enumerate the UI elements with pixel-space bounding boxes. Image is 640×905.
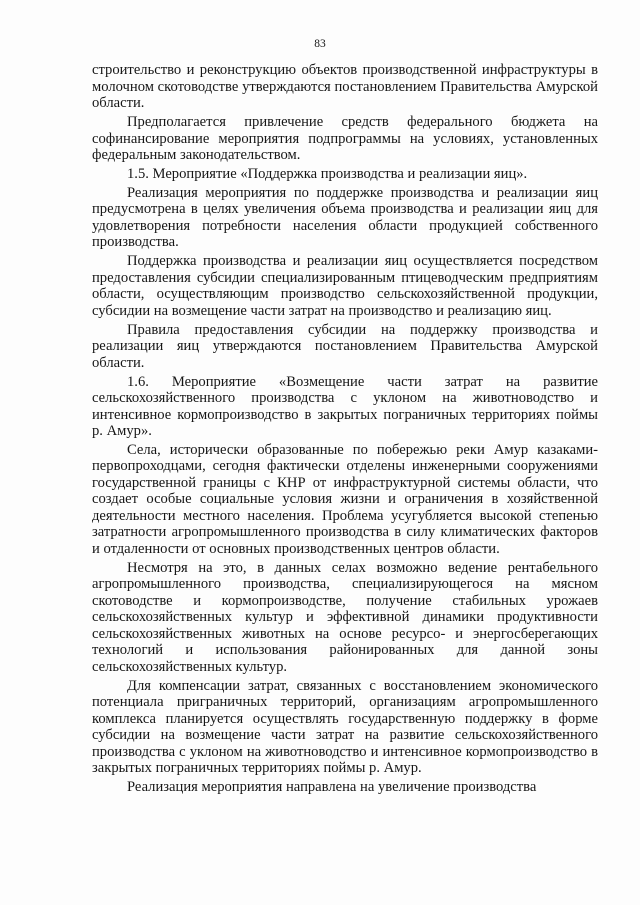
paragraph-border-villages: Села, исторически образованные по побережью реки Амур казаками-первопроходцами, сегодня фактически отделены инженерными сооружениями государственной границы с КНР от инфраструктурной системы области, что создает особые социальные условия жизни и ограничения в хозяйственной деятельности местного населения. Проблема усугубляется высокой степенью затратности агропромышленного производства в силу климатических факторов и отдаленности от основных производственных центров области. (92, 441, 598, 557)
paragraph-federal-funding: Предполагается привлечение средств федерального бюджета на софинансирование мероприятия подпрограммы на условиях, установленных федеральным законодательством. (92, 114, 598, 163)
paragraph-agro-potential: Несмотря на это, в данных селах возможно ведение рентабельного агропромышленного производства, специализирующегося на мясном скотоводстве и кормопроизводстве, получение стабильных урожаев сельскохозяйственных культур и эффективной динамики продуктивности сельскохозяйственных животных на основе ресурсо- и энергосберегающих технологий и использования районированных для данной зоны сельскохозяйственных культур. (92, 559, 598, 675)
section-heading-1-5: 1.5. Мероприятие «Поддержка производства и реализации яиц». (127, 166, 528, 182)
page-number: 83 (314, 38, 326, 50)
paragraph-implementation: Реализация мероприятия направлена на увеличение производства (127, 779, 537, 795)
paragraph-continuation: строительство и реконструкцию объектов производственной инфраструктуры в молочном скотоводстве утверждаются постановлением Правительства Амурской области. (92, 62, 598, 111)
paragraph-egg-measure-goal: Реализация мероприятия по поддержке производства и реализации яиц предусмотрена в целях увеличения объема производства и реализации яиц для удовлетворения потребности населения области продукцией собственного производства. (92, 184, 598, 250)
paragraph-egg-subsidy-rules: Правила предоставления субсидии на поддержку производства и реализации яиц утверждаются постановлением Правительства Амурской области. (92, 321, 598, 371)
body-text (92, 62, 598, 798)
section-heading-1-6: 1.6. Мероприятие «Возмещение части затрат на развитие сельскохозяйственного производства с уклоном на животноводство и интенсивное кормопроизводство в закрытых пограничных территориях поймы р. Амур». (92, 373, 598, 439)
paragraph-compensation: Для компенсации затрат, связанных с восстановлением экономического потенциала приграничных территорий, организациям агропромышленного комплекса планируется осуществлять государственную поддержку в форме субсидии на возмещение части затрат на развитие сельскохозяйственного производства с уклоном на животноводство и интенсивное кормопроизводство в закрытых пограничных территориях поймы р. Амур. (92, 677, 598, 776)
paragraph-egg-support-method: Поддержка производства и реализации яиц осуществляется посредством предоставления субсидии специализированным птицеводческим предприятиям области, осуществляющим производство сельскохозяйственной продукции, субсидии на возмещение части затрат на производство и реализацию яиц. (92, 253, 598, 319)
